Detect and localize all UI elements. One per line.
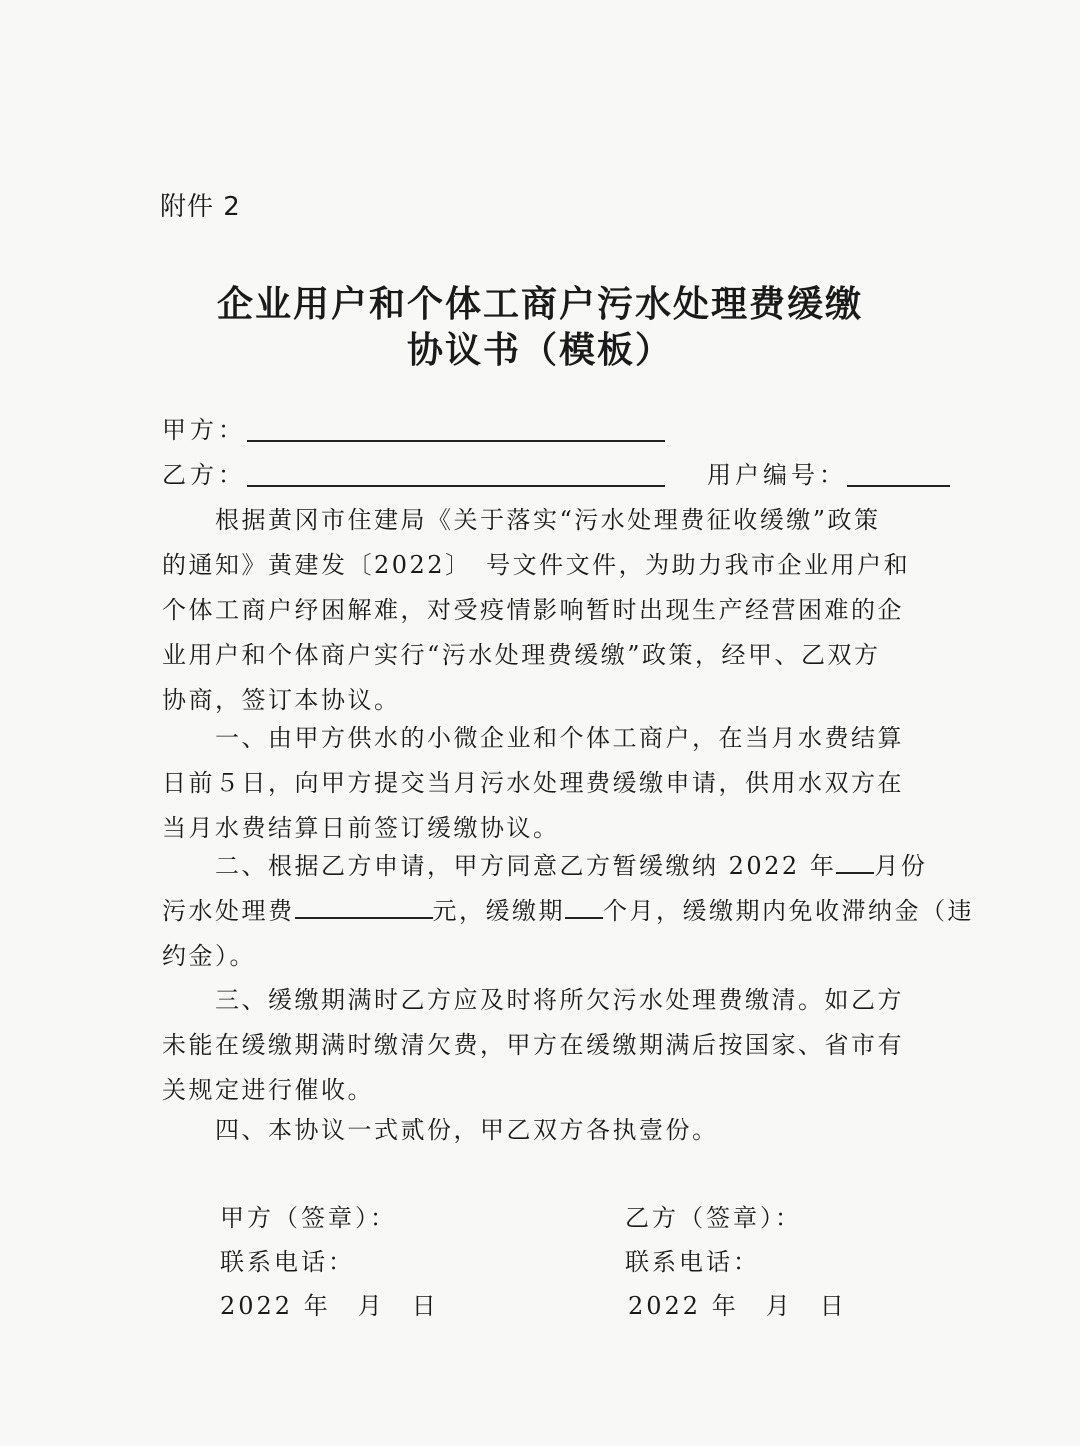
clause-3-line: 未能在缓缴期满时缴清欠费，甲方在缓缴期满后按国家、省市有	[162, 1031, 904, 1059]
party-b-label: 乙方：	[162, 461, 246, 489]
clause-1	[162, 716, 952, 851]
clause-2-line-3: 约金）。	[162, 942, 256, 970]
document-title-line-1: 企业用户和个体工商户污水处理费缓缴	[216, 283, 863, 325]
clause-3-line: 关规定进行催收。	[162, 1076, 374, 1104]
clause-2-line-1	[162, 844, 952, 889]
clause-2-text: 污水处理费	[162, 897, 295, 925]
user-number-line	[707, 455, 847, 489]
party-b-date: 2022 年 月 日	[628, 1292, 847, 1320]
user-number-label: 用户编号：	[707, 461, 847, 489]
deferral-months-blank	[565, 895, 603, 919]
party-a-phone-label: 联系电话：	[220, 1248, 355, 1276]
clause-2-text: 个月，缓缴期内免收滞纳金（违	[603, 897, 974, 925]
party-a-seal-label: 甲方（签章）：	[220, 1204, 397, 1232]
clause-2-text: 二、根据乙方申请，甲方同意乙方暂缓缴纳 2022 年	[162, 852, 837, 880]
clause-4-line: 四、本协议一式贰份，甲乙双方各执壹份。	[162, 1116, 719, 1144]
clause-1-line: 当月水费结算日前签订缓缴协议。	[162, 814, 560, 842]
party-a-line	[162, 410, 246, 444]
clause-2-text: 月份	[874, 852, 928, 880]
intro-paragraph	[162, 498, 952, 723]
clause-3	[162, 978, 952, 1113]
clause-2-line-2	[162, 889, 974, 934]
clause-4	[162, 1108, 952, 1153]
amount-blank	[295, 895, 433, 919]
clause-3-line: 三、缓缴期满时乙方应及时将所欠污水处理费缴清。如乙方	[162, 986, 904, 1014]
clause-2-text: 元，缓缴期	[432, 897, 565, 925]
party-b-seal-label: 乙方（签章）：	[625, 1204, 802, 1232]
clause-1-line: 日前５日，向甲方提交当月污水处理费缓缴申请，供用水双方在	[162, 769, 904, 797]
intro-line: 业用户和个体商户实行“污水处理费缓缴”政策，经甲、乙双方	[162, 641, 881, 669]
party-a-label: 甲方：	[162, 416, 246, 444]
document-title-line-2: 协议书（模板）	[406, 329, 673, 371]
party-a-date: 2022 年 月 日	[220, 1292, 439, 1320]
clause-2	[162, 844, 974, 979]
clause-1-line: 一、由甲方供水的小微企业和个体工商户，在当月水费结算	[162, 724, 904, 752]
month-blank	[836, 850, 874, 874]
party-a-blank	[247, 440, 665, 442]
intro-line: 协商，签订本协议。	[162, 686, 401, 714]
party-b-blank	[247, 485, 665, 487]
intro-line: 根据黄冈市住建局《关于落实“污水处理费征收缓缴”政策	[162, 506, 881, 534]
attachment-label: 附件 2	[160, 192, 241, 222]
intro-line: 个体工商户纾困解难，对受疫情影响暂时出现生产经营困难的企	[162, 596, 904, 624]
party-b-phone-label: 联系电话：	[625, 1248, 760, 1276]
user-number-blank	[847, 485, 950, 487]
intro-line: 的通知》黄建发〔2022〕 号文件文件，为助力我市企业用户和	[162, 551, 911, 579]
party-b-line	[162, 455, 246, 489]
